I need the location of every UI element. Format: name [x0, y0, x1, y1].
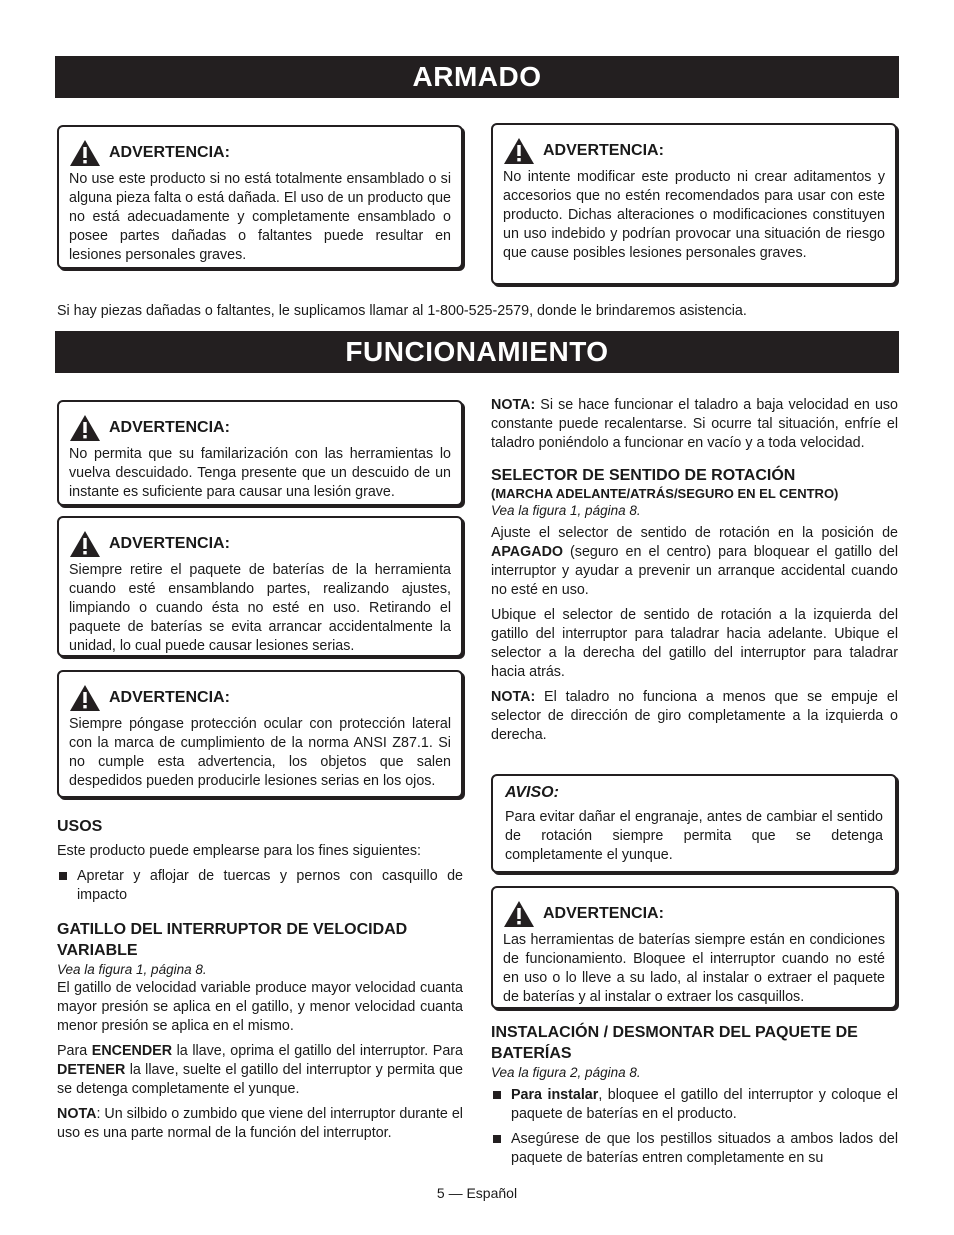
warning-box-battery-removal: [57, 516, 463, 657]
warning-icon: [69, 530, 101, 558]
instalacion-heading: INSTALACIÓN / DESMONTAR DEL PAQUETE DE BATERÍAS: [491, 1024, 858, 1062]
bullet-icon: [493, 1091, 501, 1099]
warning-text: Siempre retire el paquete de baterías de la herramienta cuando esté ensamblando partes, realizando ajustes, limpiando o cuando ésta no esté en uso. Retirando el paquete de baterías se evita arrancar accidentalmente la unidad, lo cual puede causar lesiones serias.: [69, 562, 451, 654]
right-column-top: [491, 396, 898, 751]
overheat-note: NOTA: Si se hace funcionar el taladro a baja velocidad en uso constante puede recalentarse. Si ocurre tal situación, enfríe el taladro poniéndolo a funcionar en vacío y a toda velocidad.: [491, 397, 898, 451]
list-item: Asegúrese de que los pestillos situados a ambos lados del paquete de baterías entren completamente en su: [491, 1130, 898, 1168]
warning-box-eye-protection: [57, 670, 463, 798]
aviso-label: AVISO:: [505, 784, 559, 801]
gatillo-note: NOTA: Un silbido o zumbido que viene del interruptor durante el uso es una parte normal de la función del interruptor.: [57, 1106, 463, 1141]
list-item: Apretar y aflojar de tuercas y pernos con casquillo de impacto: [57, 867, 463, 905]
warning-text: No permita que su familarización con las herramientas lo vuelva descuidado. Tenga presente que un descuido de un instante es suficiente para causar una lesión grave.: [69, 446, 451, 500]
gatillo-heading: GATILLO DEL INTERRUPTOR DE VELOCIDAD VARIABLE: [57, 921, 408, 959]
warning-icon: [69, 684, 101, 712]
usos-intro: Este producto puede emplearse para los fines siguientes:: [57, 843, 421, 859]
usos-list: [57, 867, 463, 905]
bullet-icon: [59, 872, 67, 880]
warning-box-modification: [491, 123, 897, 285]
warning-text: Las herramientas de baterías siempre están en condiciones de funcionamiento. Bloquee el interruptor cuando no esté en uso o lo lleve a su lado, al instalar o extraer el paquete de baterías y al instalar o extraer los casquillos.: [503, 932, 885, 1005]
warning-box-battery-tools: [491, 886, 897, 1009]
selector-heading: SELECTOR DE SENTIDO DE ROTACIÓN: [491, 467, 796, 484]
warning-label: ADVERTENCIA:: [543, 905, 664, 922]
list-item: Para instalar, bloquee el gatillo del interruptor y coloque el paquete de baterías en el producto.: [491, 1086, 898, 1124]
aviso-box: [491, 774, 897, 873]
selector-note: NOTA: El taladro no funciona a menos que se empuje el selector de dirección de giro completamente a la izquierda o derecha.: [491, 689, 898, 743]
instalacion-figure-ref: Vea la figura 2, página 8.: [491, 1065, 641, 1080]
gatillo-figure-ref: Vea la figura 1, página 8.: [57, 962, 207, 977]
armado-banner: ARMADO: [55, 56, 899, 98]
selector-figure-ref: Vea la figura 1, página 8.: [491, 503, 641, 518]
bullet-icon: [493, 1135, 501, 1143]
funcionamiento-banner: FUNCIONAMIENTO: [55, 331, 899, 373]
warning-text: No use este producto si no está totalmente ensamblado o si alguna pieza falta o está dañada. El uso de un producto que no está adecuadamente y completamente ensamblado o posee partes dañadas o faltantes puede resultar en lesiones personales graves.: [69, 171, 451, 263]
warning-box-assembly: [57, 125, 463, 269]
gatillo-paragraph-2: Para ENCENDER la llave, oprima el gatillo del interruptor. Para DETENER la llave, suelte el gatillo del interruptor y permita que se detenga completamente el yunque.: [57, 1043, 464, 1097]
warning-box-familiarity: [57, 400, 463, 506]
warning-icon: [503, 137, 535, 165]
selector-paragraph-2: Ubique el selector de sentido de rotación a la izquierda del gatillo del interruptor para taladrar hacia adelante. Ubique el selector a la derecha del gatillo del interruptor para taladrar hacia atrás.: [491, 607, 898, 680]
warning-icon: [503, 900, 535, 928]
warning-label: ADVERTENCIA:: [109, 689, 230, 706]
usos-heading: USOS: [57, 818, 103, 835]
selector-subheading: (MARCHA ADELANTE/ATRÁS/SEGURO EN EL CENTRO): [491, 486, 839, 501]
warning-icon: [69, 414, 101, 442]
gatillo-paragraph-1: El gatillo de velocidad variable produce mayor velocidad cuanta mayor presión se aplica en el gatillo, y menor velocidad cuanta menor presión se aplica en el mismo.: [57, 980, 463, 1034]
warning-label: ADVERTENCIA:: [109, 419, 230, 436]
warning-label: ADVERTENCIA:: [109, 535, 230, 552]
instalacion-list: [491, 1086, 898, 1168]
warning-icon: [69, 139, 101, 167]
selector-paragraph-1: Ajuste el selector de sentido de rotación en la posición de APAGADO (seguro en el centro) para bloquear el gatillo del interruptor y ayudar a prevenir un arranque accidental cuando no esté en uso.: [491, 525, 898, 598]
missing-parts-note: Si hay piezas dañadas o faltantes, le suplicamos llamar al 1-800-525-2579, donde le brindaremos asistencia.: [57, 303, 747, 319]
warning-label: ADVERTENCIA:: [543, 142, 664, 159]
left-column: [57, 816, 463, 1149]
warning-label: ADVERTENCIA:: [109, 144, 230, 161]
warning-text: No intente modificar este producto ni crear aditamentos y accesorios que no estén recomendados para usar con este producto. Dichas alteraciones o modificaciones constituyen un uso indebido y podrían provocar una situación de riesgo que cause posibles lesiones personales graves.: [503, 169, 885, 261]
warning-text: Siempre póngase protección ocular con protección lateral con la marca de cumplimiento de la norma ANSI Z87.1. Si no cumple esta advertencia, los objetos que salen despedidos pueden producirle lesiones serias en los ojos.: [69, 716, 451, 789]
right-column-bottom: [491, 1022, 898, 1174]
aviso-text: Para evitar dañar el engranaje, antes de cambiar el sentido de rotación siempre permita que se detenga completamente el yunque.: [505, 809, 883, 863]
page-footer: 5 — Español: [436, 1185, 518, 1201]
